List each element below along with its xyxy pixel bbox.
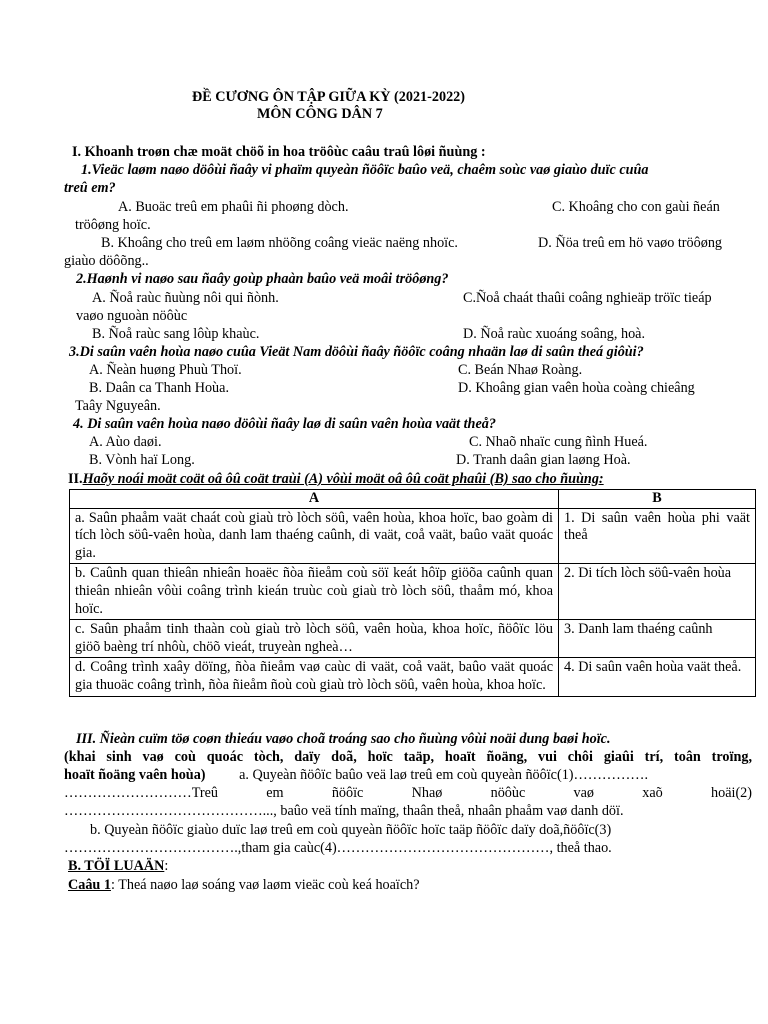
q4-line1: 4. Di saûn vaên hoùa naøo döôùi ñaây laø di saûn vaên hoùa vaät theå? [73, 416, 496, 432]
partb-heading-text: B. TÖÏ LUAÄN [68, 858, 165, 874]
q1-line2: treû em? [64, 180, 116, 196]
column-b-cell: 1. Di saûn vaên hoùa phi vaät theå [559, 508, 756, 564]
q3-option-c: C. Beán Nhaø Roàng. [458, 362, 583, 378]
table-header-row [70, 490, 756, 509]
document-title: ĐỀ CƯƠNG ÔN TẬP GIỮA KỲ (2021-2022) [192, 89, 465, 105]
q1-option-c: C. Khoâng cho con gaùi ñeán [552, 199, 720, 215]
part3-fill-b-line2: ……………………………….,tham gia caùc(4)………………………………………, theå thao. [64, 840, 612, 856]
part3-fill-a-line3: ……………………………………..., baûo veä tính maïng, thaân theå, nhaân phaåm vaø danh döï. [64, 803, 624, 819]
part3-word-list: (khai sinh vaø coù quoác tòch, daïy doã, hoïc taäp, hoaït ñoäng, vui chôi giaûi trí, toân troïng, [64, 749, 752, 765]
column-a-cell: c. Saûn phaåm tinh thaàn coù giaù trò lòch söû, vaên hoùa, khoa hoïc, ñöôïc löu giöõ baèng trí nhôù, chöõ vieát, truyeàn ngheà… [70, 620, 559, 658]
q3-option-b: B. Daân ca Thanh Hoùa. [89, 380, 229, 396]
q2-option-b: B. Ñoå raùc sang lôùp khaùc. [92, 326, 260, 342]
q2-option-c: C.Ñoå chaát thaûi coâng nghieäp tröïc tieáp [463, 290, 712, 306]
part3-word-list-cont: hoaït ñoäng vaên hoùa) [64, 767, 206, 783]
part3-line-a [64, 767, 752, 785]
part2-heading-text: Haõy noái moät coät oâ ôû coät traùi (A) vôùi moät oâ ôû coät phaûi (B) sao cho ñuùng: [82, 471, 604, 487]
q2-option-d: D. Ñoå raùc xuoáng soâng, hoà. [463, 326, 646, 342]
column-b-cell: 4. Di saûn vaên hoùa vaät theå. [559, 658, 756, 696]
part3-fill-a: a. Quyeàn ñöôïc baûo veä laø treû em coù quyeàn ñöôïc(1)……………. [239, 767, 649, 783]
q2-line1: 2.Haønh vi naøo sau ñaây goùp phaàn baûo veä moâi tröôøng? [76, 271, 449, 287]
q4-option-c: C. Nhaõ nhaïc cung ñình Hueá. [469, 434, 648, 450]
part3-heading: III. Ñieàn cuïm töø coøn thieáu vaøo choã troáng sao cho ñuùng vôùi noäi dung baøi hoïc. [76, 731, 611, 747]
q4-option-d: D. Tranh daân gian laøng Hoà. [456, 452, 631, 468]
q4-option-b: B. Vònh haï Long. [89, 452, 195, 468]
column-a-header: A [70, 490, 559, 509]
part2-heading-prefix: II. [68, 471, 83, 487]
document-subtitle: MÔN CÔNG DÂN 7 [257, 106, 383, 122]
part2-heading [68, 471, 604, 489]
table-row [70, 620, 756, 658]
column-a-cell: a. Saûn phaåm vaät chaát coù giaù trò lòch söû, vaên hoùa, khoa hoïc, bao goàm di tích lòch söû-vaên hoùa, danh lam thaéng caûnh, di vaät, coå vaät, baûo vaät quoác gia. [70, 508, 559, 564]
q1-option-d: D. Ñöa treû em hö vaøo tröôøng [538, 235, 723, 251]
column-b-header: B [559, 490, 756, 509]
matching-table [69, 489, 756, 697]
q4-option-a: A. Aùo daøi. [89, 434, 162, 450]
partb-question-1 [68, 877, 420, 895]
column-b-cell: 2. Di tích lòch söû-vaên hoùa [559, 564, 756, 620]
q1-option-b: B. Khoâng cho treû em laøm nhöõng coâng vieäc naëng nhoïc. [101, 235, 458, 251]
table-row [70, 508, 756, 564]
q2-option-a: A. Ñoå raùc ñuùng nôi qui ñònh. [92, 290, 279, 306]
partb-question-text: : Theá naøo laø soáng vaø laøm vieäc coù keá hoaïch? [110, 877, 420, 893]
part1-heading: I. Khoanh troøn chæ moät chöõ in hoa tröôùc caâu traû lôøi ñuùng : [72, 144, 486, 160]
column-a-cell: b. Caûnh quan thieân nhieân hoaëc ñòa ñieåm coù söï keát hôïp giöõa caûnh quan thieân nhieân vôùi coâng trình kieán truùc coù giaù trò lòch söû, thaåm mó, khoa hoïc. [70, 564, 559, 620]
table-row [70, 658, 756, 696]
q3-option-a: A. Ñeàn huøng Phuù Thoï. [89, 362, 242, 378]
q3-option-d: D. Khoâng gian vaên hoùa coàng chieâng [458, 380, 695, 396]
q1-option-d-cont: giaùo döôõng.. [64, 253, 149, 269]
part3-fill-b: b. Quyeàn ñöôïc giaùo duïc laø treû em coù quyeàn ñöôïc hoïc taäp ñöôïc daïy doã,ñöôïc(3) [90, 822, 612, 838]
partb-heading [68, 858, 168, 876]
q1-line1: 1.Vieäc laøm naøo döôùi ñaây vi phaïm quyeàn ñöôïc baûo veä, chaêm soùc vaø giaùo duïc cuûa [81, 162, 649, 178]
q1-option-c-cont: tröôøng hoïc. [75, 217, 151, 233]
table-row [70, 564, 756, 620]
q3-option-d-cont: Taây Nguyeân. [75, 398, 161, 414]
partb-question-label: Caâu 1 [68, 877, 111, 893]
column-a-cell: d. Coâng trình xaây döïng, ñòa ñieåm vaø caùc di vaät, coå vaät, baûo vaät quoác gia thuoäc coâng trình, ñòa ñieåm ñoù coù giaù trò lòch söû, vaên hoùa, khoa hoïc. [70, 658, 559, 696]
q3-line1: 3.Di saûn vaên hoùa naøo cuûa Vieät Nam döôùi ñaây ñöôïc coâng nhaän laø di saûn theá giôùi? [69, 344, 644, 360]
part3-fill-a-line2: ………………………Treû em ñöôïc Nhaø nöôùc vaø xaõ hoäi(2) [64, 785, 752, 801]
partb-heading-suffix: : [164, 858, 169, 874]
column-b-cell: 3. Danh lam thaéng caûnh [559, 620, 756, 658]
q2-option-c-cont: vaøo nguoàn nöôùc [76, 308, 188, 324]
q1-option-a: A. Buoäc treû em phaûi ñi phoøng dòch. [118, 199, 349, 215]
